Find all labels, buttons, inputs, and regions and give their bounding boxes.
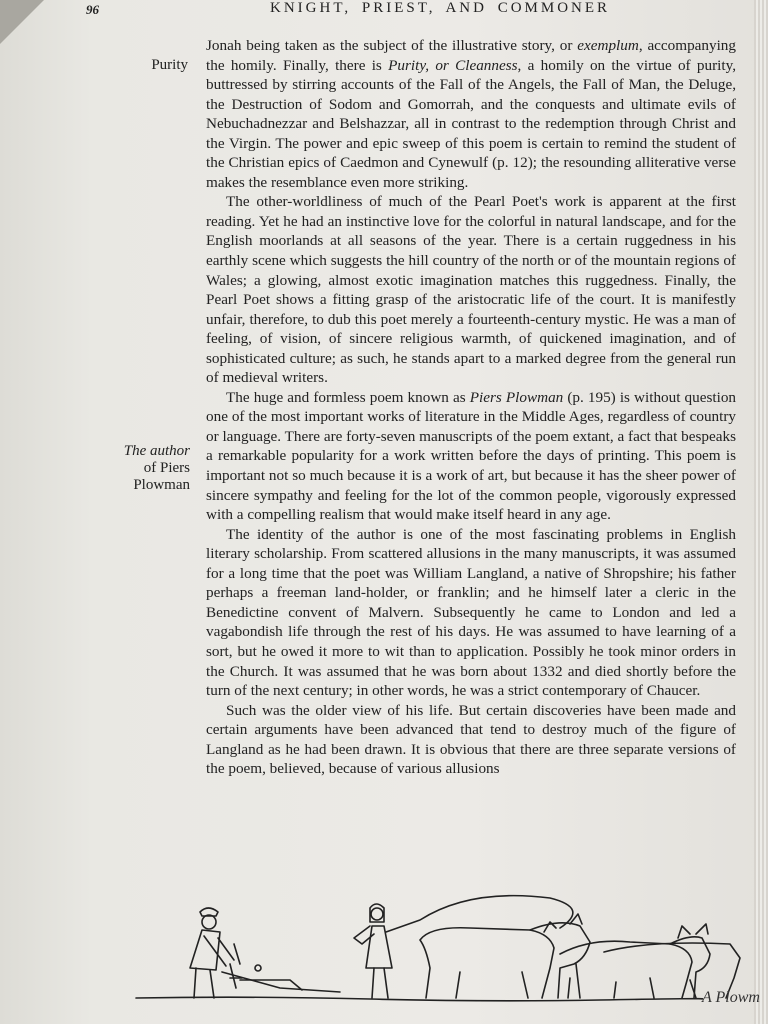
margin-note-purity: Purity xyxy=(151,57,188,73)
paragraph xyxy=(206,192,736,387)
page-number: 96 xyxy=(86,2,99,17)
text-run: The other-worldliness of much of the Pearl Poet's work is apparent at the first reading. Yet he had an instinctive love for the colorful in natural landscape, and for the English moorlands at all seasons of the year. There is a certain ruggedness in his earthly scene which suggests the hill country of the north or of the mountain regions of Wales; a glowing, almost exotic imagination matches this ruggedness. Finally, the Pearl Poet shows a fitting grasp of the aristocratic life of the court. It is manifestly unfair, therefore, to dub this poet merely a fourteenth-century mystic. He was a man of feeling, of vision, of sincere religious warmth, of quickened imagination, and of sophisticated culture; as such, he stands apart to a marked degree from the general run of medieval writers. xyxy=(206,193,736,387)
margin-note-author-line2: of Piers xyxy=(143,460,190,476)
ground-line xyxy=(136,997,703,1001)
text-run: (p. 195) is without question one of the most important works of literature in the Middle Ages, regardless of country or language. There are forty-seven manuscripts of the poem extant, a fact that bespeaks a remarkable popularity for a work written before the days of printing. This poem is important not so much because it is a work of art, but because it has the sheer power of sincere sympathy and feeling for the lot of the common people, vigorously expressed with a compelling realism that would make itself heard in any age. xyxy=(206,388,737,524)
text-run: The huge and formless poem known as xyxy=(226,388,470,406)
artist-signature: A Plowm xyxy=(702,989,760,1006)
text-run-italic: exemplum xyxy=(577,37,639,54)
text-run: Such was the older view of his life. But certain discoveries have been made and certain arguments have been advanced that tend to destroy much of the figure of Langland as he had been drawn. It is obvious that there are three separate versions of the poem, believed, because of various allusions xyxy=(206,701,736,778)
text-run: , accompanying the homily. Finally, there is xyxy=(206,37,736,74)
margin-note-author-line1: The author xyxy=(123,443,190,459)
running-head: KNIGHT, PRIEST, AND COMMONER xyxy=(270,0,611,16)
paragraph xyxy=(206,388,736,525)
text-run-italic: Piers Plowman xyxy=(469,388,564,406)
paragraph xyxy=(206,36,736,192)
text-run-italic: Purity, or Cleanness xyxy=(388,56,518,74)
page-corner-shadow xyxy=(0,0,44,44)
margin-note-author xyxy=(92,443,190,494)
text-run: Jonah being taken as the subject of the illustrative story, or xyxy=(206,37,578,54)
paragraph xyxy=(206,525,736,701)
text-run: , a homily on the virtue of purity, buttressed by stirring accounts of the Fall of the Angels, the Fall of Man, the Deluge, the Destruction of Sodom and Gomorrah, and the conquests and ultimate evils of Nebuchadnezzar and Belshazzar, all in contrast to the redemption through Christ and the Virgin. The power and epic sweep of this poem is certain to remind the student of the Christian epics of Caedmon and Cynewulf (p. 12); the resounding alliterative verse makes the resemblance even more striking. xyxy=(206,56,736,191)
margin-note-author-line3: Plowman xyxy=(133,477,190,493)
driver-figure xyxy=(354,896,573,998)
plowman-illustration xyxy=(130,868,768,1024)
paragraph xyxy=(206,701,736,779)
text-run: The identity of the author is one of the most fascinating problems in English literary scholarship. From scattered allusions in the many manuscripts, it was assumed for a long time that the poet was William Langland, a native of Shropshire; his father perhaps a freeman land-holder, or franklin; and he himself later a cleric in the Benedictine convent of Malvern. Subsequently he came to London and led a vagabondish life through the rest of his days. He was assumed to have learning of a sort, but he owed it more to wit than to application. Possibly he took minor orders in the Church. It was assumed that he was born about 1332 and died shortly before the turn of the next century; in other words, he was a strict contemporary of Chaucer. xyxy=(206,525,736,700)
plow xyxy=(222,944,340,992)
oxen-team xyxy=(420,914,740,998)
plowman-figure xyxy=(190,908,234,998)
body-text xyxy=(206,36,736,779)
